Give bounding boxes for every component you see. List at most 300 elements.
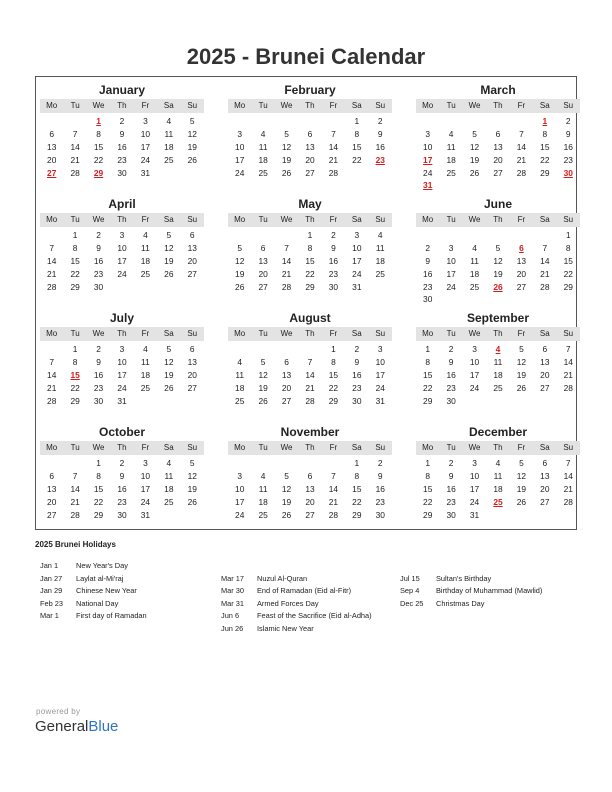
day-cell: 21 (516, 154, 527, 165)
holiday-name: New Year's Day (76, 561, 128, 570)
day-cell: 7 (284, 242, 289, 253)
month-name: March (480, 83, 516, 97)
day-cell (251, 115, 274, 128)
holiday-name: Nuzul Al-Quran (257, 573, 308, 583)
weekday-label: Th (117, 215, 127, 224)
day-cell: 12 (258, 369, 268, 380)
day-cell: 30 (446, 509, 456, 520)
day-cell: 6 (307, 128, 313, 139)
day-cell: 5 (189, 116, 195, 126)
day-cell: 8 (96, 128, 101, 139)
day-cell: 20 (493, 154, 503, 165)
day-cell: 8 (307, 242, 313, 253)
day-cell: 15 (423, 369, 433, 380)
day-cell: 1 (331, 344, 336, 354)
day-cell: 3 (237, 470, 243, 481)
day-cell: 9 (448, 356, 454, 367)
holidays-title: 2025 Brunei Holidays (35, 540, 116, 549)
day-cell: 24 (235, 167, 245, 178)
day-cell: 21 (328, 154, 339, 165)
day-cell: 12 (281, 141, 292, 152)
day-cell: 31 (352, 281, 362, 292)
weekday-label: Su (375, 443, 386, 452)
day-cell: 24 (352, 268, 362, 279)
day-cell: 15 (563, 255, 573, 266)
week-row (416, 395, 580, 408)
day-cell: 23 (423, 281, 433, 292)
holiday-day-cell: 25 (493, 496, 503, 507)
day-cell (463, 179, 486, 192)
day-cell: 9 (119, 128, 125, 139)
weekday-label: We (280, 443, 293, 452)
month-name: December (468, 425, 528, 439)
week-row (416, 369, 580, 382)
holiday-entry (40, 560, 147, 573)
week-row (416, 470, 580, 483)
day-cell: 9 (377, 470, 383, 481)
holiday-name: First day of Ramadan (76, 611, 147, 621)
day-cell: 1 (307, 230, 313, 240)
day-cell: 28 (563, 496, 573, 507)
day-cell: 2 (119, 116, 125, 126)
day-cell: 6 (542, 344, 548, 354)
week-row (228, 167, 392, 180)
day-cell (533, 509, 556, 522)
day-cell: 4 (448, 128, 454, 139)
day-cell (533, 293, 556, 306)
day-cell: 8 (354, 128, 360, 139)
day-cell: 5 (519, 458, 524, 468)
day-cell (63, 457, 86, 470)
weekday-label: Fr (517, 215, 526, 224)
day-cell: 10 (140, 128, 151, 139)
day-cell (63, 115, 86, 128)
day-cell: 5 (284, 470, 289, 481)
week-row (40, 470, 204, 483)
week-row (228, 154, 392, 167)
day-cell: 9 (565, 128, 571, 139)
day-cell: 28 (47, 281, 57, 292)
holiday-date: Jul 15 (400, 573, 420, 583)
weekday-label: Th (493, 215, 503, 224)
day-cell: 17 (469, 483, 480, 494)
day-cell: 25 (493, 382, 503, 393)
day-cell: 9 (96, 242, 101, 253)
weekday-label: We (468, 101, 481, 110)
day-cell: 7 (331, 128, 336, 139)
day-cell (228, 343, 251, 356)
day-cell: 15 (328, 369, 339, 380)
weekday-header (228, 327, 392, 341)
day-cell: 31 (140, 167, 151, 178)
day-cell: 28 (328, 167, 339, 178)
day-cell: 18 (493, 369, 503, 380)
day-cell: 4 (143, 230, 148, 240)
day-cell: 2 (96, 230, 101, 240)
day-cell: 19 (258, 382, 268, 393)
weekday-label: We (468, 215, 481, 224)
holiday-date: Dec 25 (400, 598, 424, 608)
holiday-day-cell: 31 (423, 180, 433, 191)
holiday-column (221, 573, 372, 636)
day-cell: 7 (565, 458, 571, 468)
day-cell (157, 395, 180, 408)
day-cell: 29 (563, 281, 573, 292)
holiday-date: Feb 23 (40, 598, 64, 608)
page-title: 2025 - Brunei Calendar (186, 44, 426, 69)
day-cell: 27 (305, 509, 315, 520)
day-cell: 1 (72, 344, 78, 354)
weekday-label: Mo (234, 101, 246, 110)
day-cell: 15 (352, 483, 362, 494)
day-cell: 25 (164, 496, 174, 507)
day-cell: 1 (425, 344, 431, 354)
day-cell: 6 (495, 128, 501, 139)
day-cell: 6 (284, 356, 289, 367)
weekday-header (40, 99, 204, 113)
day-cell: 5 (237, 242, 243, 253)
day-cell: 13 (305, 483, 315, 494)
holiday-entry (221, 623, 372, 636)
month-september (416, 309, 580, 407)
weeks (228, 227, 392, 293)
day-cell (463, 229, 486, 242)
weekday-label: We (280, 215, 293, 224)
day-cell: 14 (328, 483, 339, 494)
day-cell: 20 (47, 496, 57, 507)
week-row (228, 255, 392, 268)
weeks (40, 455, 204, 521)
day-cell (439, 293, 462, 306)
month-march (416, 81, 580, 192)
day-cell: 14 (328, 141, 339, 152)
day-cell: 29 (328, 395, 339, 406)
week-row (228, 369, 392, 382)
week-row (228, 115, 392, 128)
day-cell: 19 (164, 255, 174, 266)
weekday-label: Tu (70, 329, 80, 338)
day-cell: 13 (187, 242, 197, 253)
week-row (40, 395, 204, 408)
week-row (228, 395, 392, 408)
weekday-header (416, 99, 580, 113)
day-cell: 10 (117, 242, 127, 253)
holiday-entry (40, 585, 147, 598)
weekday-label: Tu (258, 215, 268, 224)
day-cell (40, 115, 63, 128)
day-cell: 6 (189, 230, 195, 240)
week-row (228, 457, 392, 470)
week-row (416, 457, 580, 470)
week-row (40, 229, 204, 242)
weekday-label: Tu (258, 101, 268, 110)
week-row (40, 167, 204, 180)
day-cell: 14 (540, 255, 550, 266)
day-cell: 13 (258, 255, 268, 266)
day-cell: 18 (140, 369, 151, 380)
week-row (228, 470, 392, 483)
week-row (416, 128, 580, 141)
day-cell: 19 (281, 154, 292, 165)
day-cell (181, 281, 204, 294)
day-cell: 10 (352, 242, 362, 253)
day-cell: 3 (237, 128, 243, 139)
holiday-day-cell: 27 (47, 167, 57, 178)
week-row (40, 268, 204, 281)
day-cell: 23 (375, 496, 385, 507)
day-cell: 16 (446, 369, 456, 380)
week-row (40, 356, 204, 369)
week-row (228, 141, 392, 154)
day-cell: 8 (72, 242, 78, 253)
day-cell: 6 (49, 128, 55, 139)
day-cell: 26 (281, 509, 292, 520)
week-row (416, 509, 580, 522)
day-cell (298, 343, 321, 356)
day-cell: 13 (516, 255, 527, 266)
day-cell: 7 (72, 470, 78, 481)
day-cell (486, 115, 509, 128)
day-cell (510, 293, 533, 306)
weekday-label: Th (493, 443, 503, 452)
day-cell (510, 115, 533, 128)
day-cell: 25 (235, 395, 245, 406)
day-cell (110, 281, 133, 294)
day-cell: 31 (375, 395, 385, 406)
week-row (228, 483, 392, 496)
holiday-entry (400, 585, 542, 598)
day-cell: 20 (258, 268, 268, 279)
holiday-day-cell: 15 (70, 369, 80, 380)
day-cell: 14 (70, 141, 80, 152)
day-cell (486, 229, 509, 242)
day-cell: 26 (164, 382, 174, 393)
day-cell: 30 (93, 281, 104, 292)
day-cell: 5 (260, 356, 266, 367)
holiday-date: Mar 30 (221, 586, 245, 596)
day-cell: 4 (377, 230, 383, 240)
day-cell: 28 (516, 167, 527, 178)
day-cell: 1 (354, 116, 360, 126)
week-row (416, 268, 580, 281)
day-cell: 1 (96, 458, 101, 468)
day-cell (275, 229, 298, 242)
day-cell: 14 (305, 369, 315, 380)
day-cell: 25 (140, 382, 151, 393)
weekday-label: Su (563, 329, 574, 338)
day-cell: 26 (187, 496, 197, 507)
day-cell: 24 (140, 154, 151, 165)
day-cell: 15 (352, 141, 362, 152)
month-december (416, 423, 580, 521)
day-cell: 4 (260, 128, 266, 139)
day-cell: 20 (305, 154, 315, 165)
day-cell: 23 (446, 382, 456, 393)
day-cell: 21 (563, 483, 573, 494)
day-cell: 11 (141, 356, 150, 367)
day-cell: 6 (49, 470, 55, 481)
day-cell: 30 (446, 395, 456, 406)
week-row (228, 229, 392, 242)
day-cell: 7 (307, 356, 313, 367)
day-cell: 30 (423, 294, 433, 305)
day-cell (322, 457, 345, 470)
day-cell (181, 167, 204, 180)
holiday-column (40, 560, 147, 623)
day-cell (251, 457, 274, 470)
week-row (416, 167, 580, 180)
month-may (228, 195, 392, 293)
day-cell: 26 (258, 395, 268, 406)
week-row (40, 369, 204, 382)
day-cell: 27 (540, 496, 550, 507)
day-cell: 7 (565, 344, 571, 354)
month-name: October (98, 425, 145, 439)
holiday-date: Mar 17 (221, 573, 245, 583)
day-cell: 5 (166, 230, 172, 240)
day-cell: 7 (49, 242, 55, 253)
day-cell: 12 (164, 356, 174, 367)
weekday-header (228, 99, 392, 113)
day-cell: 8 (425, 470, 431, 481)
day-cell: 20 (187, 369, 197, 380)
holiday-day-cell: 4 (495, 344, 501, 354)
day-cell: 4 (237, 356, 243, 367)
weekday-label: We (280, 329, 293, 338)
day-cell: 8 (542, 128, 548, 139)
day-cell: 18 (164, 141, 174, 152)
day-cell: 16 (328, 255, 339, 266)
day-cell: 3 (377, 344, 383, 354)
day-cell: 2 (377, 116, 383, 126)
day-cell: 14 (70, 483, 80, 494)
day-cell: 31 (140, 509, 151, 520)
day-cell: 11 (164, 470, 174, 481)
day-cell: 16 (446, 483, 456, 494)
weekday-label: Fr (329, 443, 338, 452)
day-cell (298, 115, 321, 128)
month-february (228, 81, 392, 179)
day-cell: 2 (425, 242, 431, 253)
day-cell (486, 509, 509, 522)
weekday-label: Su (375, 215, 386, 224)
holiday-day-cell: 17 (423, 154, 433, 165)
day-cell: 20 (305, 496, 315, 507)
holiday-day-cell: 30 (563, 167, 573, 178)
day-cell: 18 (469, 268, 480, 279)
brand-logo[interactable] (35, 718, 118, 735)
week-row (40, 382, 204, 395)
day-cell: 9 (96, 356, 101, 367)
week-row (40, 483, 204, 496)
day-cell: 14 (47, 369, 57, 380)
day-cell: 10 (469, 470, 480, 481)
day-cell: 19 (235, 268, 245, 279)
holiday-name: Islamic New Year (257, 623, 314, 633)
day-cell: 12 (516, 356, 527, 367)
day-cell: 24 (140, 496, 151, 507)
day-cell: 22 (423, 382, 433, 393)
week-row (416, 496, 580, 509)
day-cell: 4 (166, 458, 172, 468)
day-cell: 17 (235, 154, 245, 165)
month-name: May (298, 197, 322, 211)
day-cell: 17 (375, 369, 385, 380)
holiday-date: Sep 4 (400, 586, 420, 596)
day-cell: 1 (565, 230, 571, 240)
day-cell: 10 (117, 356, 127, 367)
day-cell: 30 (93, 395, 104, 406)
weekday-label: Fr (517, 329, 526, 338)
day-cell: 13 (540, 356, 550, 367)
day-cell: 5 (519, 344, 524, 354)
weekday-label: Th (493, 101, 503, 110)
day-cell: 25 (258, 509, 268, 520)
powered-by-text: powered by (36, 707, 81, 716)
day-cell: 4 (472, 242, 477, 253)
week-row (228, 242, 392, 255)
day-cell (298, 457, 321, 470)
day-cell: 25 (258, 167, 268, 178)
day-cell: 28 (70, 509, 80, 520)
weekday-label: Fr (517, 101, 526, 110)
day-cell: 12 (164, 242, 174, 253)
day-cell: 18 (140, 255, 151, 266)
week-row (228, 343, 392, 356)
day-cell: 10 (140, 470, 151, 481)
day-cell (157, 281, 180, 294)
day-cell (533, 179, 556, 192)
day-cell: 13 (281, 369, 292, 380)
day-cell (463, 293, 486, 306)
holiday-date: Jun 6 (221, 611, 240, 621)
day-cell: 2 (96, 344, 101, 354)
weekday-label: Tu (70, 443, 80, 452)
day-cell: 27 (516, 281, 527, 292)
weekday-label: We (92, 101, 105, 110)
day-cell: 10 (375, 356, 385, 367)
weekday-label: Su (375, 329, 386, 338)
day-cell: 5 (495, 242, 501, 253)
day-cell (181, 509, 204, 522)
week-row (228, 356, 392, 369)
day-cell: 10 (423, 141, 433, 152)
day-cell: 9 (119, 470, 125, 481)
week-row (416, 483, 580, 496)
day-cell (557, 395, 580, 408)
day-cell: 20 (516, 268, 527, 279)
day-cell (510, 179, 533, 192)
day-cell: 14 (281, 255, 292, 266)
day-cell (557, 509, 580, 522)
day-cell: 13 (187, 356, 197, 367)
day-cell: 23 (446, 496, 456, 507)
weeks (40, 113, 204, 179)
day-cell: 28 (70, 167, 80, 178)
weekday-header (40, 213, 204, 227)
weekday-label: Su (187, 329, 198, 338)
day-cell: 12 (187, 128, 197, 139)
day-cell: 11 (493, 470, 503, 481)
day-cell (439, 115, 462, 128)
day-cell: 28 (563, 382, 573, 393)
day-cell: 21 (70, 496, 80, 507)
weekday-label: Sa (163, 443, 174, 452)
day-cell: 16 (563, 141, 573, 152)
weeks (40, 341, 204, 407)
weekday-label: Th (305, 329, 315, 338)
day-cell: 26 (469, 167, 480, 178)
